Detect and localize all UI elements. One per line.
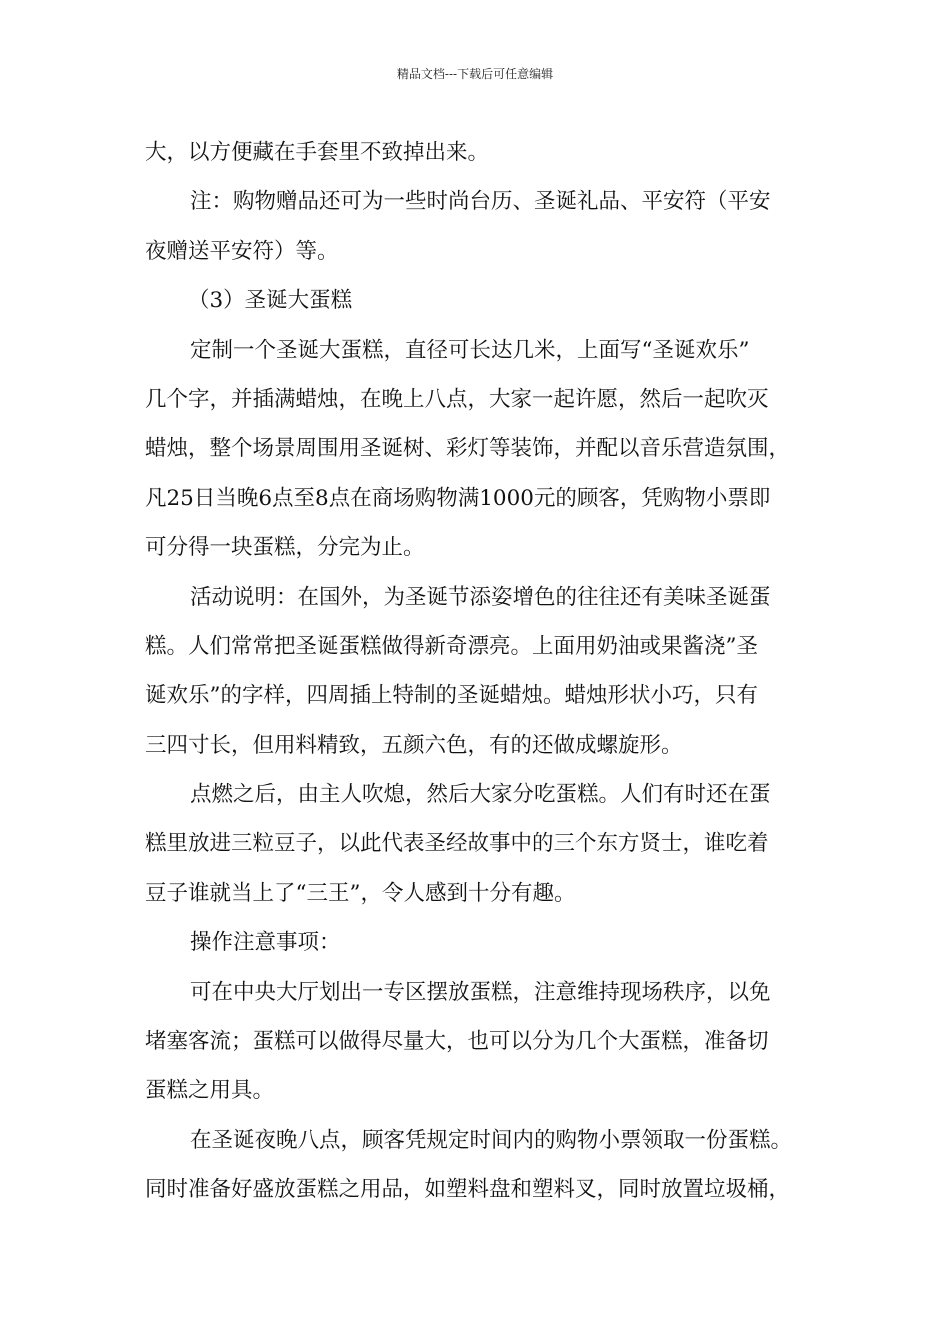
text-line: 三四寸长，但用料精致，五颜六色，有的还做成螺旋形。 xyxy=(145,732,683,758)
text-line: （3）圣诞大蛋糕 xyxy=(188,288,353,314)
text-line: 大，以方便藏在手套里不致掉出来。 xyxy=(145,140,490,165)
text-line: 同时准备好盛放蛋糕之用品，如塑料盘和塑料叉，同时放置垃圾桶， xyxy=(145,1177,791,1203)
text-line: 操作注意事项： xyxy=(190,930,341,956)
text-line: 可分得一块蛋糕，分完为止。 xyxy=(145,535,425,561)
text-line: 活动说明：在国外，为圣诞节添姿增色的往往还有美味圣诞蛋 xyxy=(190,584,771,610)
text-line: 诞欢乐”的字样，四周插上特制的圣诞蜡烛。蜡烛形状小巧，只有 xyxy=(145,683,758,709)
text-line: 几个字，并插满蜡烛，在晚上八点，大家一起许愿，然后一起吹灭 xyxy=(145,386,769,412)
text-line: 糕里放进三粒豆子，以此代表圣经故事中的三个东方贤士，谁吃着 xyxy=(145,831,769,857)
text-line: 定制一个圣诞大蛋糕，直径可长达几米，上面写“圣诞欢乐” xyxy=(190,337,750,363)
text-line: 注：购物赠品还可为一些时尚台历、圣诞礼品、平安符（平安 xyxy=(190,189,771,215)
text-line: 点燃之后，由主人吹熄，然后大家分吃蛋糕。人们有时还在蛋 xyxy=(190,782,771,808)
page-header: 精品文档---下载后可任意编辑 xyxy=(396,67,554,81)
text-line: 可在中央大厅划出一专区摆放蛋糕，注意维持现场秩序，以免 xyxy=(190,979,771,1005)
text-line: 堵塞客流；蛋糕可以做得尽量大，也可以分为几个大蛋糕，准备切 xyxy=(145,1029,769,1055)
text-line: 夜赠送平安符）等。 xyxy=(145,238,339,264)
text-line: 凡25日当晚6点至8点在商场购物满1000元的顾客，凭购物小票即 xyxy=(145,485,771,511)
text-line: 在圣诞夜晚八点，顾客凭规定时间内的购物小票领取一份蛋糕。 xyxy=(190,1127,793,1153)
text-line: 豆子谁就当上了“三王”，令人感到十分有趣。 xyxy=(145,880,576,906)
text-line: 蜡烛，整个场景周围用圣诞树、彩灯等装饰，并配以音乐营造氛围， xyxy=(145,436,791,462)
text-line: 蛋糕之用具。 xyxy=(145,1078,275,1104)
text-line: 糕。人们常常把圣诞蛋糕做得新奇漂亮。上面用奶油或果酱浇”圣 xyxy=(145,633,758,659)
document-body xyxy=(145,128,835,1215)
